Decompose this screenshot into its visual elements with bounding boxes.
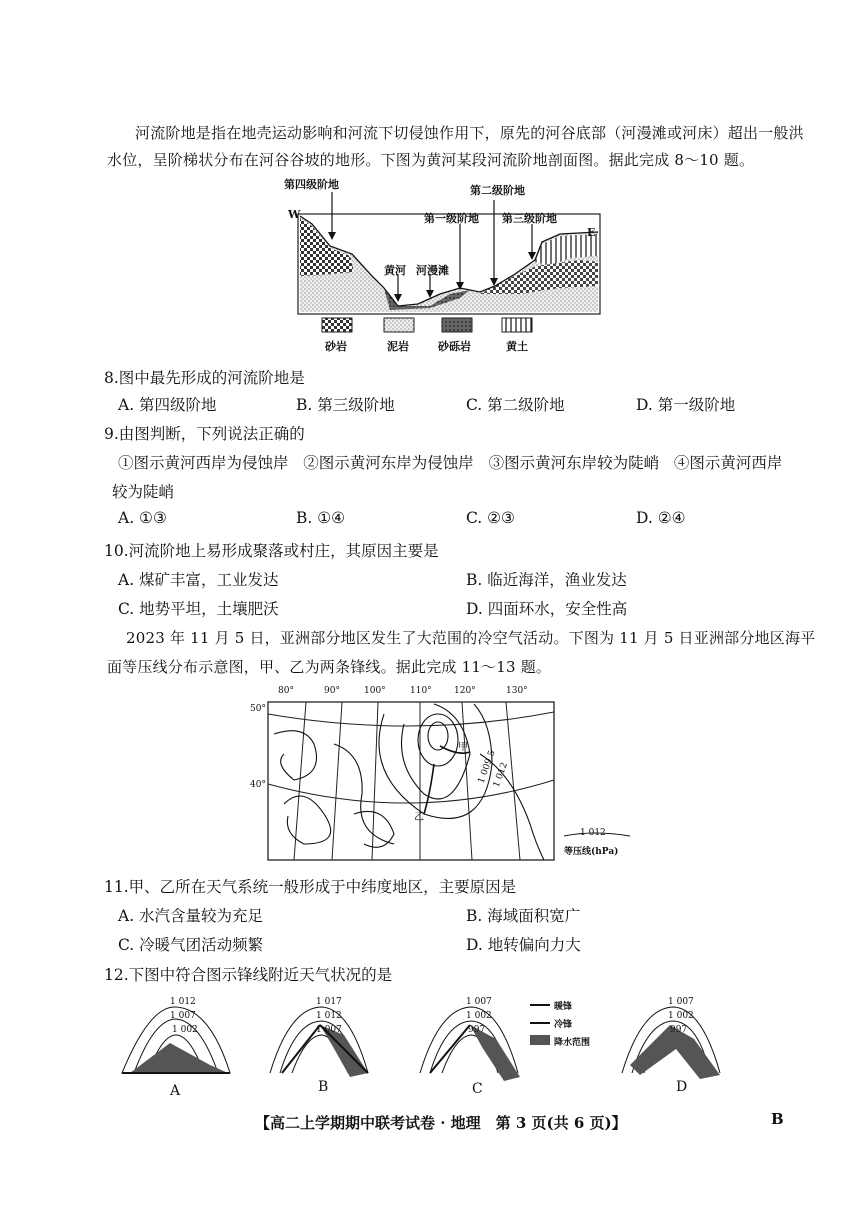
label-floodplain: 河漫滩 bbox=[416, 264, 449, 277]
lon-90: 90° bbox=[324, 686, 340, 696]
front-yi-label: 乙 bbox=[414, 812, 424, 823]
d-isobar-2: 1 002 bbox=[668, 1011, 694, 1021]
q8-option-c: C. 第二级阶地 bbox=[466, 396, 565, 414]
intro-paragraph-line2: 水位，呈阶梯状分布在河谷谷坡的地形。下图为黄河某段河流阶地剖面图。据此完成 8～10 题。 bbox=[107, 151, 755, 169]
q9-option-d: D. ②④ bbox=[636, 509, 686, 527]
river-terrace-figure bbox=[280, 176, 610, 356]
version-mark: B bbox=[771, 1110, 784, 1128]
q8-option-a: A. 第四级阶地 bbox=[118, 396, 217, 414]
legend-warm-front: 暖锋 bbox=[554, 1002, 573, 1012]
question-12-stem: 12.下图中符合图示锋线附近天气状况的是 bbox=[104, 966, 393, 984]
c-isobar-1: 1 007 bbox=[466, 997, 492, 1007]
q10-option-d: D. 四面环水，安全性高 bbox=[466, 600, 628, 618]
lon-80: 80° bbox=[278, 686, 294, 696]
legend-precip: 降水范围 bbox=[554, 1038, 591, 1048]
q9-option-c: C. ②③ bbox=[466, 509, 515, 527]
isobar-label-1012: 1 012 bbox=[491, 761, 510, 789]
front-jia-label: 甲 bbox=[458, 742, 468, 753]
label-yellow-river: 黄河 bbox=[384, 264, 406, 277]
a-isobar-1: 1 012 bbox=[170, 997, 196, 1007]
q11-option-c: C. 冷暖气团活动频繁 bbox=[118, 936, 264, 954]
intro2-line1: 2023 年 11 月 5 日，亚洲部分地区发生了大范围的冷空气活动。下图为 11 月 5 日亚洲部分地区海平 bbox=[126, 629, 816, 647]
q12-legend bbox=[530, 1005, 550, 1045]
c-isobar-3: 997 bbox=[468, 1025, 486, 1035]
label-terrace-1: 第一级阶地 bbox=[424, 212, 479, 225]
q9-option-b: B. ①④ bbox=[296, 509, 346, 527]
label-terrace-3: 第三级阶地 bbox=[502, 212, 557, 225]
legend-isobar-value: 1 012 bbox=[580, 828, 606, 838]
q8-option-d: D. 第一级阶地 bbox=[636, 396, 736, 414]
lat-40: 40° bbox=[250, 780, 266, 790]
legend-loess: 黄土 bbox=[506, 340, 528, 353]
legend-mudstone-swatch bbox=[384, 318, 414, 332]
front-diagrams bbox=[110, 995, 790, 1105]
lat-50: 50° bbox=[250, 704, 266, 714]
intro-paragraph-line1: 河流阶地是指在地壳运动影响和河流下切侵蚀作用下，原先的河谷底部（河漫滩或河床）超出一般洪 bbox=[135, 124, 804, 142]
q10-option-a: A. 煤矿丰富，工业发达 bbox=[118, 571, 279, 589]
label-west: W bbox=[288, 208, 301, 221]
label-terrace-2: 第二级阶地 bbox=[470, 184, 525, 197]
question-9-stem: 9.由图判断，下列说法正确的 bbox=[104, 425, 305, 443]
q9-statements-line2: 较为陡峭 bbox=[112, 483, 175, 501]
q9-option-a: A. ①③ bbox=[118, 509, 167, 527]
q11-option-a: A. 水汽含量较为充足 bbox=[118, 907, 264, 925]
legend-conglomerate-swatch bbox=[442, 318, 472, 332]
q10-option-b: B. 临近海洋，渔业发达 bbox=[466, 571, 627, 589]
legend-mudstone: 泥岩 bbox=[387, 340, 409, 353]
question-8-stem: 8.图中最先形成的河流阶地是 bbox=[104, 369, 305, 387]
b-isobar-3: 1 007 bbox=[316, 1025, 342, 1035]
legend-loess-swatch bbox=[502, 318, 532, 332]
diagram-label-c: C bbox=[472, 1081, 483, 1097]
legend-cold-front: 冷锋 bbox=[554, 1020, 573, 1030]
d-isobar-3: 997 bbox=[670, 1025, 688, 1035]
isobar-label-1009: 1 009.5 bbox=[476, 749, 498, 785]
page-footer: 【高二上学期期中联考试卷 · 地理 第 3 页(共 6 页)】 bbox=[255, 1114, 627, 1132]
question-11-stem: 11.甲、乙所在天气系统一般形成于中纬度地区，主要原因是 bbox=[104, 878, 517, 896]
lon-120: 120° bbox=[454, 686, 476, 696]
lon-100: 100° bbox=[364, 686, 386, 696]
b-isobar-2: 1 012 bbox=[316, 1011, 342, 1021]
q11-option-d: D. 地转偏向力大 bbox=[466, 936, 581, 954]
legend-sandstone-swatch bbox=[322, 318, 352, 332]
lon-110: 110° bbox=[410, 686, 432, 696]
legend-sandstone: 砂岩 bbox=[325, 340, 347, 353]
diagram-label-a: A bbox=[170, 1083, 181, 1099]
legend-conglomerate: 砂砾岩 bbox=[438, 340, 471, 353]
question-10-stem: 10.河流阶地上易形成聚落或村庄，其原因主要是 bbox=[104, 542, 439, 560]
label-east: E bbox=[587, 226, 596, 239]
a-isobar-2: 1 007 bbox=[170, 1011, 196, 1021]
q11-option-b: B. 海域面积宽广 bbox=[466, 907, 581, 925]
label-terrace-4: 第四级阶地 bbox=[284, 178, 339, 191]
q9-statements-line1: ①图示黄河西岸为侵蚀岸 ②图示黄河东岸为侵蚀岸 ③图示黄河东岸较为陡峭 ④图示黄河西岸 bbox=[118, 454, 783, 472]
q8-option-b: B. 第三级阶地 bbox=[296, 396, 395, 414]
diagram-label-b: B bbox=[318, 1079, 329, 1095]
q10-option-c: C. 地势平坦，土壤肥沃 bbox=[118, 600, 279, 618]
a-isobar-3: 1 002 bbox=[172, 1025, 198, 1035]
legend-isobar-text: 等压线(hPa) bbox=[564, 847, 619, 857]
diagram-label-d: D bbox=[676, 1079, 688, 1095]
intro2-line2: 面等压线分布示意图，甲、乙为两条锋线。据此完成 11～13 题。 bbox=[107, 658, 552, 676]
lon-130: 130° bbox=[506, 686, 528, 696]
isobar-map-figure bbox=[244, 684, 644, 864]
b-isobar-1: 1 017 bbox=[316, 997, 342, 1007]
d-isobar-1: 1 007 bbox=[668, 997, 694, 1007]
c-isobar-2: 1 002 bbox=[466, 1011, 492, 1021]
